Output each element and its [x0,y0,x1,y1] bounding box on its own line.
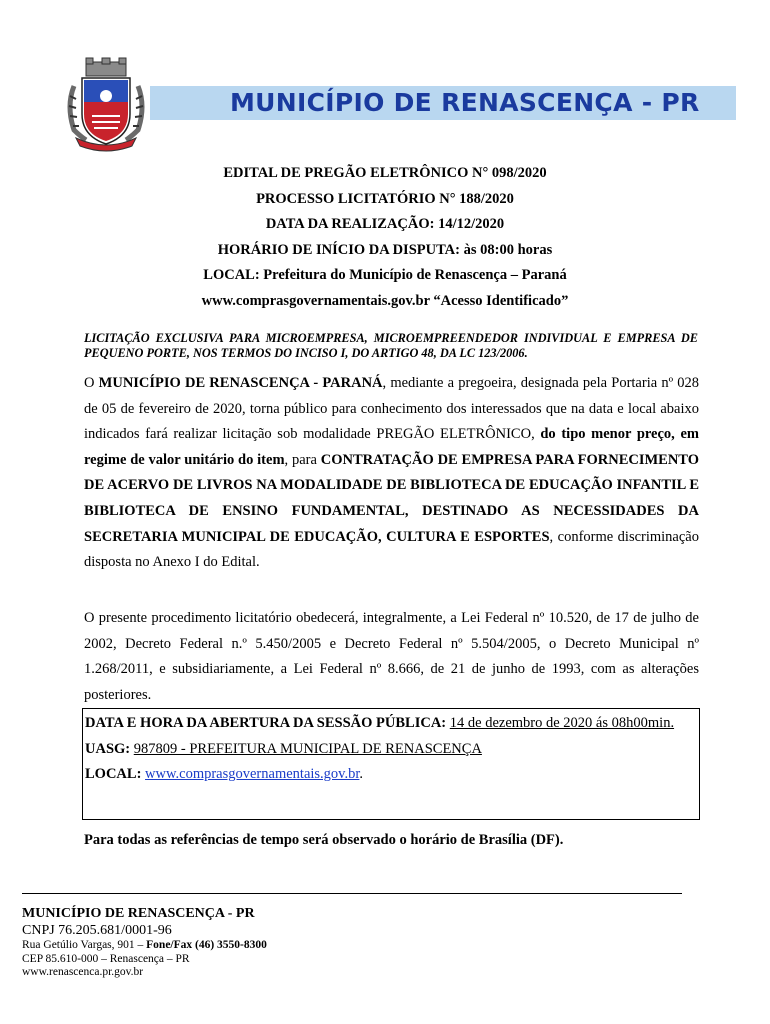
session-date-value: 14 de dezembro de 2020 ás 08h00min. [449,715,675,731]
intro-text-3: , conforme discriminação disposta no Anexo I do Edital. [84,528,699,571]
uasg-row [85,737,696,763]
edital-number: EDITAL DE PREGÃO ELETRÔNICO N° 098/2020 [223,165,547,181]
footer-municipio: MUNICÍPIO DE RENASCENÇA - PR [22,906,255,921]
local-row [85,762,696,788]
uasg-label: UASG: [85,740,131,757]
intro-object: CONTRATAÇÃO DE EMPRESA PARA FORNECIMENTO DE ACERVO DE LIVROS NA MODALIDADE DE BIBLIOTECA DE EDUCAÇÃO INFANTIL E BIBLIOTECA DE ENSINO FUNDAMENTAL, DESTINADO AS NECESSIDADES DA SECRETARIA MUNICIPAL DE EDUCAÇÃO, CULTURA E ESPORTES [84,451,699,545]
local-suffix: . [359,766,364,783]
session-date-label: DATA E HORA DA ABERTURA DA SESSÃO PÚBLICA: [85,715,447,731]
footer-website[interactable]: www.renascenca.pr.gov.br [22,966,144,979]
intro-lead: O [84,375,99,391]
intro-municipio: MUNICÍPIO DE RENASCENÇA - PARANÁ [98,375,383,391]
edital-heading [0,161,770,314]
realization-date: DATA DA REALIZAÇÃO: 14/12/2020 [265,216,505,232]
location-line: LOCAL: Prefeitura do Município de Renascença – Paraná [203,267,567,283]
footer-address-row [22,939,267,953]
municipal-coat-of-arms-icon [62,56,150,152]
footer-phone: Fone/Fax (46) 3550-8300 [146,939,267,951]
legal-basis-paragraph: O presente procedimento licitatório obedecerá, integralmente, a Lei Federal nº 10.520, de 17 de julho de 2002, Decreto Federal n.º 5.450/2005 e Decreto Federal nº 5.504/2005, o Decreto Municipal nº 1.268/2011, e subsidiariamente, a Lei Federal nº 8.666, de 21 de junho de 1993, com as alterações posteriores. [84,610,699,703]
intro-paragraph [84,371,699,576]
session-info-box [82,708,700,820]
footer-divider [22,893,682,894]
intro-text-1: , mediante a pregoeira, designada pela Portaria nº 028 de 05 de fevereiro de 2020, torna público para conhecimento dos interessados que na data e local abaixo indicados fará realizar licitação sob modalidade PREGÃO ELETRÔNICO, [84,375,699,443]
uasg-value: 987809 - PREFEITURA MUNICIPAL DE RENASCENÇA [133,740,482,757]
intro-bold-1: do tipo menor preço, em regime de valor unitário do item [84,426,699,468]
footer [22,905,267,980]
dispute-start-time: HORÁRIO DE INÍCIO DA DISPUTA: às 08:00 horas [217,241,553,258]
session-date-row [85,711,696,737]
footer-address: Rua Getúlio Vargas, 901 – [22,939,147,951]
processo-number: PROCESSO LICITATÓRIO N° 188/2020 [256,190,514,207]
local-label: LOCAL: [85,766,142,783]
page-title: MUNICÍPIO DE RENASCENÇA - PR [230,88,700,117]
exclusivity-notice: LICITAÇÃO EXCLUSIVA PARA MICROEMPRESA, MICROEMPREENDEDOR INDIVIDUAL E EMPRESA DE PEQUENO PORTE, NOS TERMOS DO INCISO I, DO ARTIGO 48, DA LC 123/2006. [84,331,698,360]
intro-text-2: , para [284,451,321,468]
footer-cnpj: CNPJ 76.205.681/0001-96 [22,923,172,938]
timezone-note: Para todas as referências de tempo será observado o horário de Brasília (DF). [84,832,564,848]
website-line: www.comprasgovernamentais.gov.br “Acesso Identificado” [201,292,569,309]
compras-link[interactable]: www.comprasgovernamentais.gov.br [145,766,360,783]
footer-cep: CEP 85.610-000 – Renascença – PR [22,952,190,965]
